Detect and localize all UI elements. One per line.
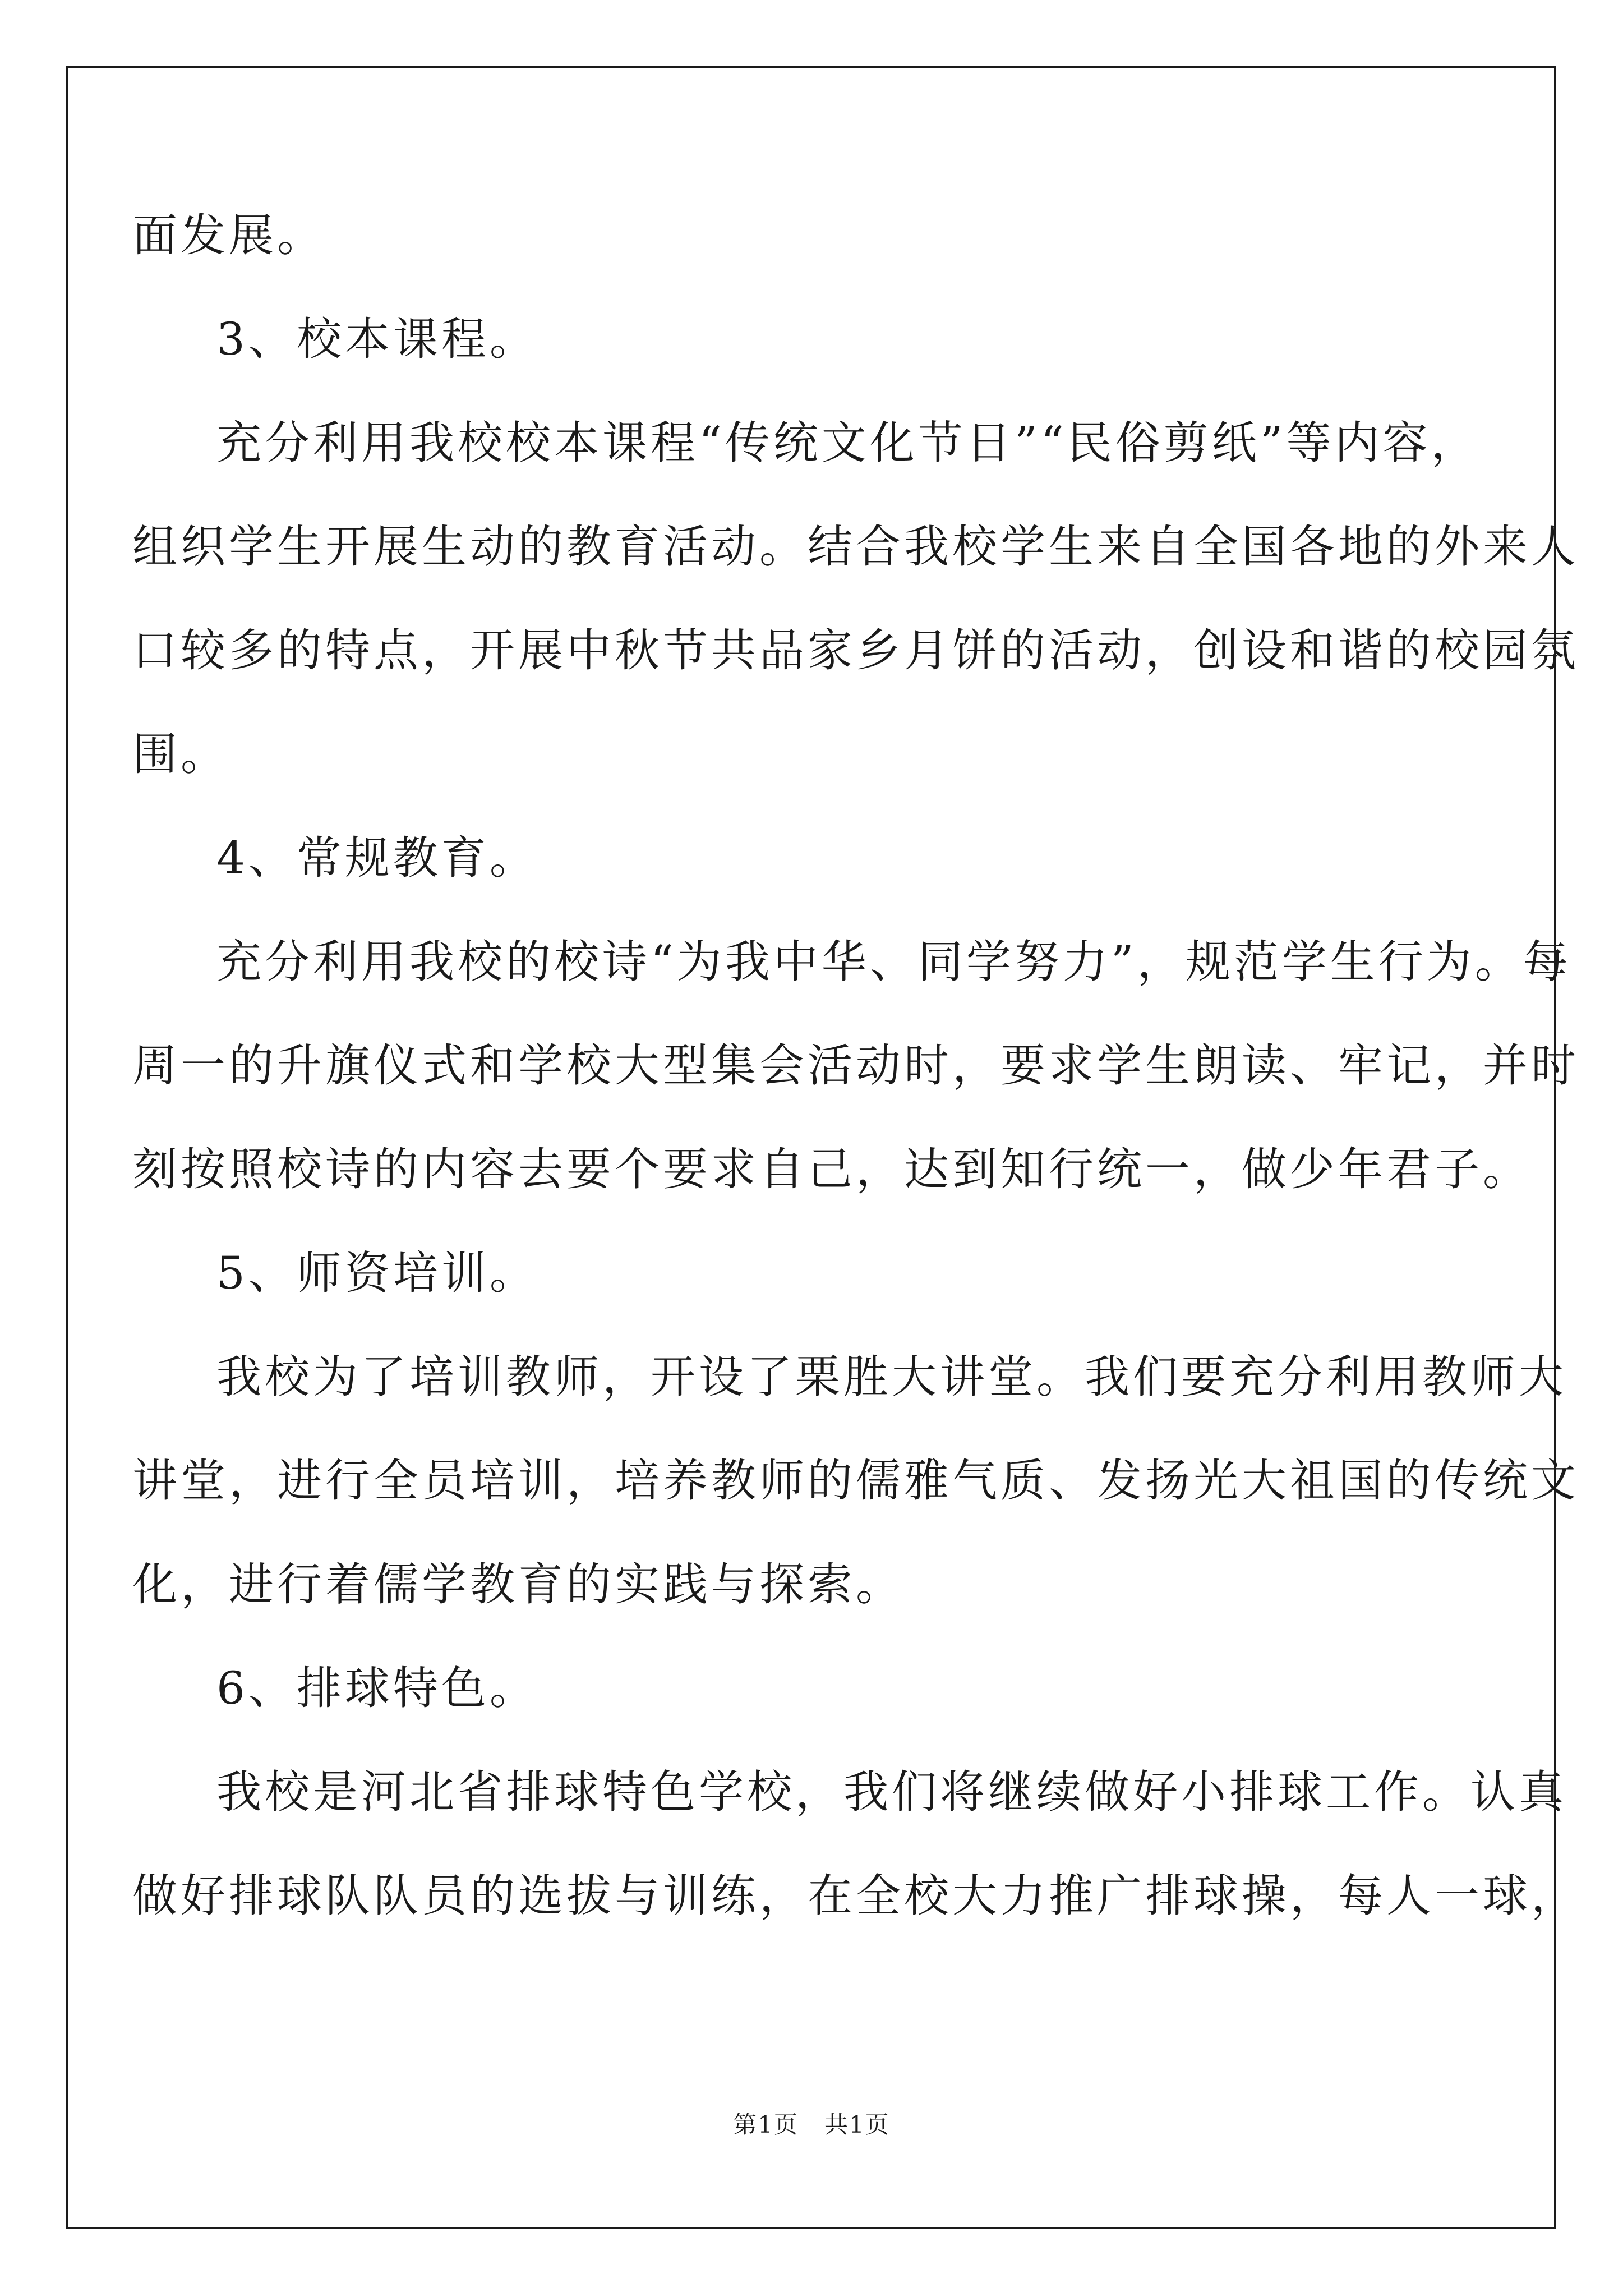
section-heading: 4、常规教育。 bbox=[216, 832, 538, 884]
text-line: 刻按照校诗的内容去要个要求自己，达到知行统一，做少年君子。 bbox=[132, 1143, 1531, 1195]
text-line: 组织学生开展生动的教育活动。结合我校学生来自全国各地的外来人 bbox=[132, 521, 1579, 573]
text-line: 充分利用我校的校诗“为我中华、同学努力”，规范学生行为。每 bbox=[216, 936, 1571, 988]
text-line: 我校为了培训教师，开设了栗胜大讲堂。我们要充分利用教师大 bbox=[216, 1351, 1567, 1403]
text-line: 口较多的特点，开展中秋节共品家乡月饼的活动，创设和谐的校园氛 bbox=[132, 624, 1579, 677]
section-heading: 5、师资培训。 bbox=[216, 1247, 538, 1299]
text-line: 充分利用我校校本课程“传统文化节日”“民俗剪纸”等内容， bbox=[216, 417, 1479, 469]
text-line: 围。 bbox=[132, 728, 229, 780]
text-line: 做好排球队队员的选拔与训练，在全校大力推广排球操，每人一球， bbox=[132, 1870, 1579, 1922]
section-heading: 3、校本课程。 bbox=[216, 313, 538, 365]
text-line: 讲堂，进行全员培训，培养教师的儒雅气质、发扬光大祖国的传统文 bbox=[132, 1455, 1579, 1507]
text-line: 我校是河北省排球特色学校，我们将继续做好小排球工作。认真 bbox=[216, 1766, 1567, 1818]
text-line: 面发展。 bbox=[132, 209, 325, 261]
page-footer: 第1页 共1页 bbox=[733, 2111, 890, 2138]
text-line: 周一的升旗仪式和学校大型集会活动时，要求学生朗读、牢记，并时 bbox=[132, 1039, 1579, 1092]
text-line: 化，进行着儒学教育的实践与探索。 bbox=[132, 1558, 904, 1611]
section-heading: 6、排球特色。 bbox=[216, 1662, 538, 1714]
